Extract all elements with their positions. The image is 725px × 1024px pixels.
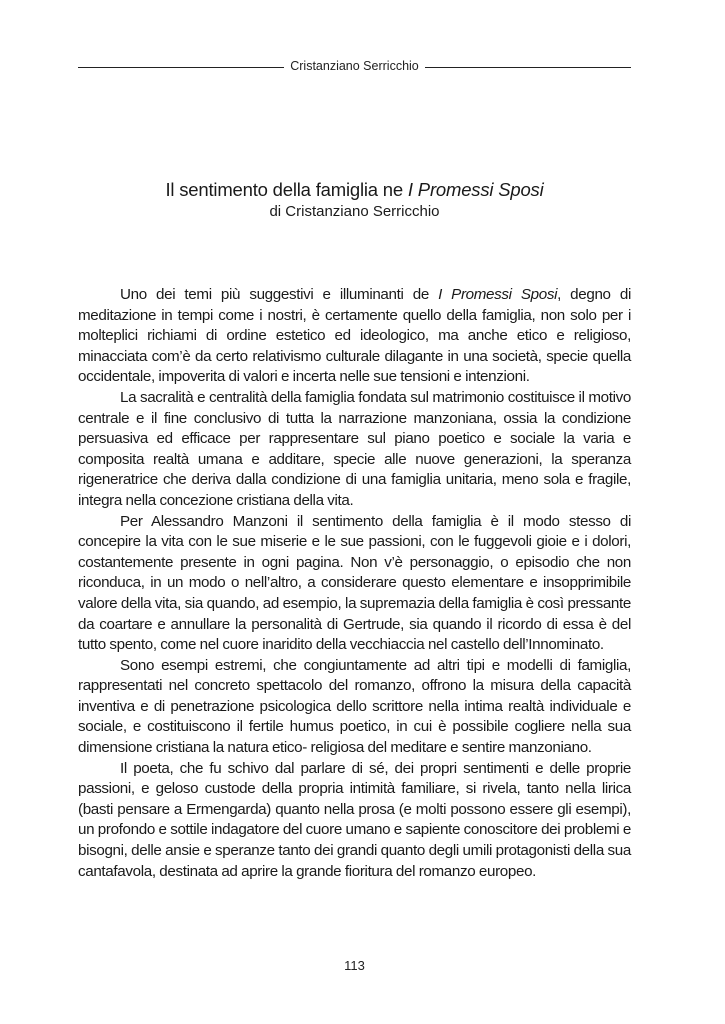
running-title: Cristanziano Serricchio	[290, 59, 419, 73]
paragraph-1-work-title: I Promessi Sposi	[438, 286, 558, 303]
article-body	[78, 285, 631, 882]
paragraph-1-before: Uno dei temi più suggestivi e illuminanti de	[120, 286, 439, 303]
header-rule-left	[78, 67, 284, 68]
article-title-work: I Promessi Sposi	[407, 179, 544, 200]
article-title-block	[78, 178, 631, 222]
article-title-prefix: Il sentimento della famiglia ne	[165, 179, 408, 200]
paragraph-2: La sacralità e centralità della famiglia fondata sul matrimonio costituisce il motivo centrale e il fine conclusivo di tutta la narrazione manzoniana, ossia la condizione persuasiva ed efficace per rappresentare sul piano poetico e sociale la varia e composita realtà umana e additare, specie alle nuove generazioni, la speranza rigeneratrice che deriva dalla condizione di una famiglia unitaria, meno sola e fragile, integra nella concezione cristiana della vita.	[78, 388, 631, 509]
article-byline: di Cristanziano Serricchio	[269, 203, 440, 220]
running-header	[78, 56, 631, 76]
page-number: 113	[344, 958, 365, 973]
article-title	[78, 178, 631, 202]
header-rule-right	[425, 67, 631, 68]
paragraph-4: Sono esempi estremi, che congiuntamente ad altri tipi e modelli di famiglia, rappresentati nel concreto spettacolo del romanzo, offrono la misura della capacità inventiva e di penetrazione psicologica dello scrittore nella intima realtà individuale e sociale, e costituiscono il fertile humus poetico, in cui è possibile cogliere nella sua dimensione cristiana la natura etico- religiosa del meditare e sentire manzoniano.	[78, 656, 631, 757]
paragraph-1-after: , degno di meditazione in tempi come i nostri, è certamente quello della famiglia, non solo per i molteplici richiami di ordine estetico ed ideologico, ma anche etico e religioso, minacciata com’è da certo relativismo culturale dilagante in una società, specie quella occidentale, impoverita di valori e incerta nelle sue tensioni e intenzioni.	[78, 286, 631, 386]
paragraph-3: Per Alessandro Manzoni il sentimento della famiglia è il modo stesso di concepire la vita con le sue miserie e le sue passioni, con le fuggevoli gioie e i dolori, costantemente presente in ogni pagina. Non v’è personaggio, o episodio che non riconduca, in un modo o nell’altro, a considerare questo elementare e insopprimibile valore della vita, sia quando, ad esempio, la supremazia della famiglia è così pressante da coartare e annullare la personalità di Gertrude, sia quando il ricordo di essa è del tutto spento, come nel cuore inaridito della vecchiaccia nel castello dell’Innominato.	[78, 512, 631, 654]
paragraph-1	[78, 285, 631, 388]
paragraph-5: Il poeta, che fu schivo dal parlare di sé, dei propri sentimenti e delle proprie passioni, e geloso custode della propria intimità familiare, si rivela, tanto nella lirica (basti pensare a Ermengarda) quanto nella prosa (e molti possono essere gli esempi), un profondo e sottile indagatore del cuore umano e sapiente conoscitore dei problemi e bisogni, delle ansie e speranze tanto dei grandi quanto degli umili protagonisti della sua cantafavola, destinata ad aprire la grande fioritura del romanzo europeo.	[78, 759, 631, 880]
